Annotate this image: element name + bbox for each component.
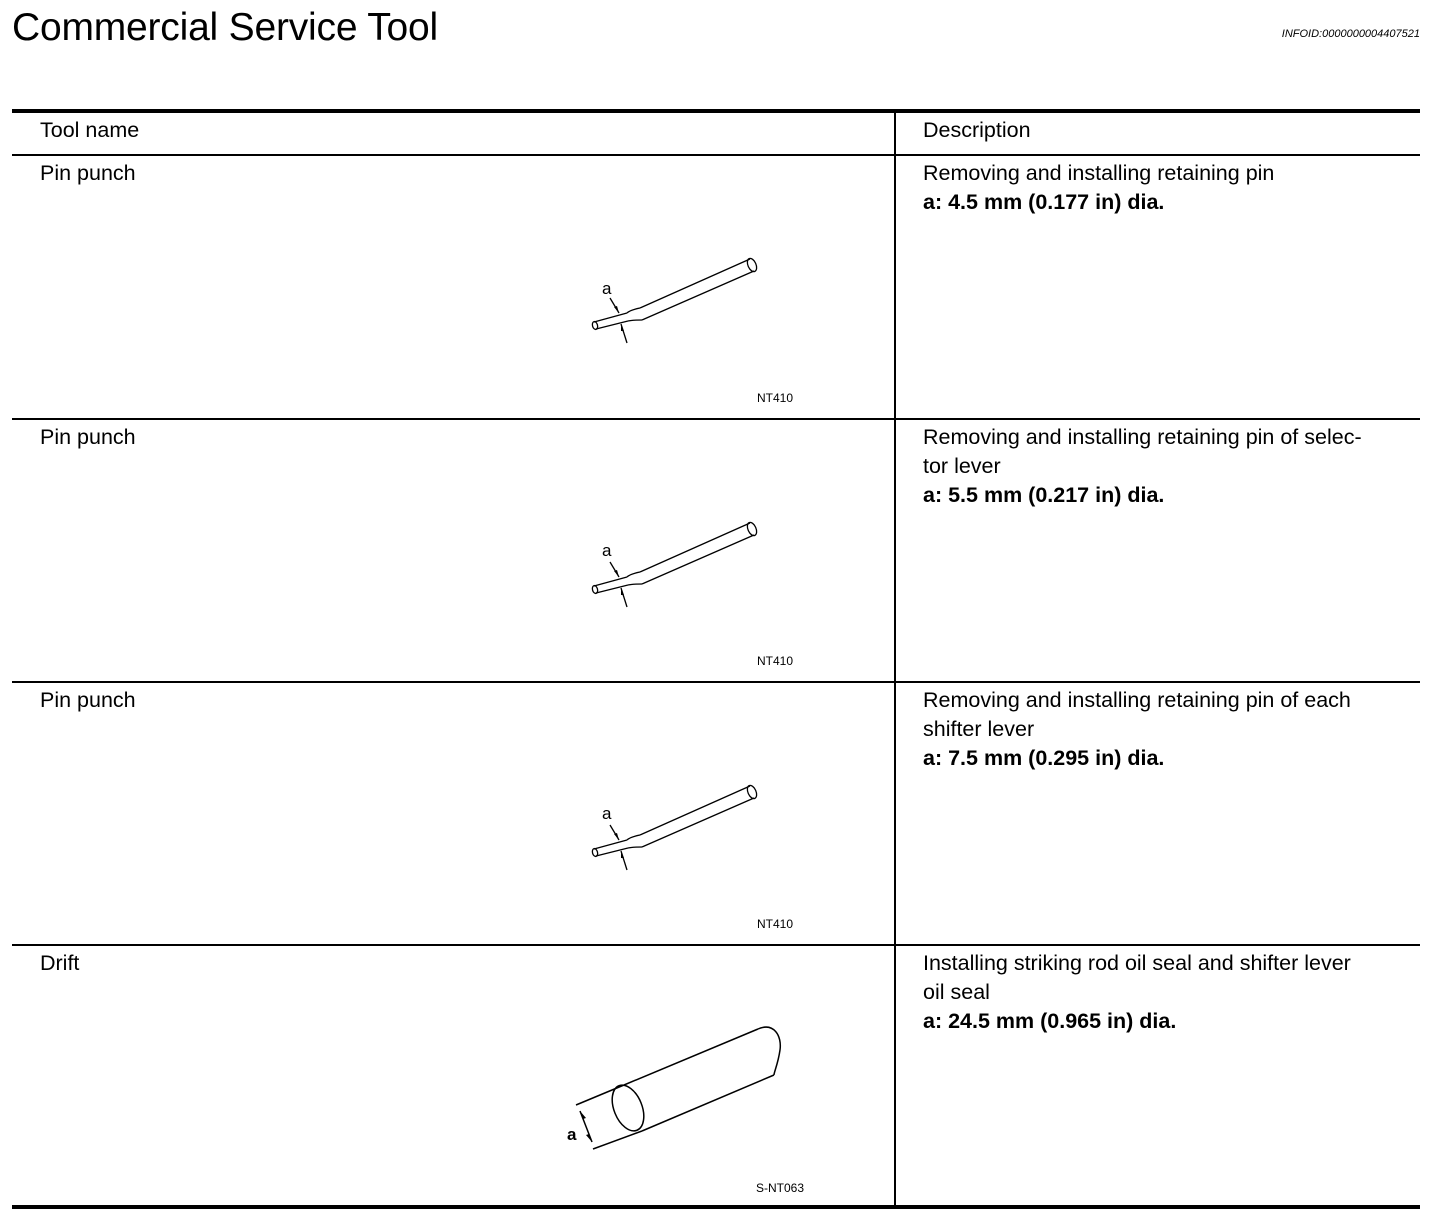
table-top-rule: [12, 109, 1420, 113]
description-line: oil seal: [923, 980, 990, 1004]
figure-label: a: [567, 1125, 577, 1144]
pin-punch-illustration: [580, 514, 770, 624]
pin-punch-illustration: [580, 777, 770, 887]
description-line: Removing and installing retaining pin of each: [923, 688, 1351, 712]
figure-id: S-NT063: [756, 1181, 805, 1195]
description-line: tor lever: [923, 454, 1001, 478]
drift-illustration: [560, 1022, 790, 1157]
row-divider: [12, 944, 1420, 946]
description-line: Removing and installing retaining pin of selec-: [923, 425, 1362, 449]
tool-name: Pin punch: [40, 688, 136, 712]
page-title: Commercial Service Tool: [12, 6, 438, 49]
figure-label: a: [602, 541, 612, 560]
tool-description: [923, 686, 1403, 773]
figure-label: a: [602, 279, 612, 298]
header-divider: [12, 154, 1420, 156]
description-line: Removing and installing retaining pin: [923, 161, 1275, 185]
description-line: shifter lever: [923, 717, 1035, 741]
row-divider: [12, 418, 1420, 420]
tool-name: Pin punch: [40, 161, 136, 185]
description-line: Installing striking rod oil seal and shifter lever: [923, 951, 1351, 975]
row-divider: [12, 681, 1420, 683]
tool-description: [923, 949, 1403, 1036]
info-id: INFOID:0000000004407521: [1281, 28, 1420, 40]
figure-id: NT410: [757, 917, 794, 931]
tool-description: [923, 159, 1403, 217]
figure-id: NT410: [757, 654, 794, 668]
table-bottom-rule: [12, 1205, 1420, 1209]
figure-label: a: [602, 804, 612, 823]
pin-punch-illustration: [580, 250, 770, 360]
column-divider: [894, 113, 896, 1205]
dimension-spec: a: 4.5 mm (0.177 in) dia.: [923, 190, 1165, 214]
header-tool-name: Tool name: [40, 118, 140, 142]
dimension-spec: a: 5.5 mm (0.217 in) dia.: [923, 483, 1165, 507]
dimension-spec: a: 7.5 mm (0.295 in) dia.: [923, 746, 1165, 770]
tool-name: Pin punch: [40, 425, 136, 449]
figure-id: NT410: [757, 391, 794, 405]
dimension-spec: a: 24.5 mm (0.965 in) dia.: [923, 1009, 1177, 1033]
tool-name: Drift: [40, 951, 80, 975]
header-description: Description: [923, 118, 1031, 142]
tool-description: [923, 423, 1403, 510]
